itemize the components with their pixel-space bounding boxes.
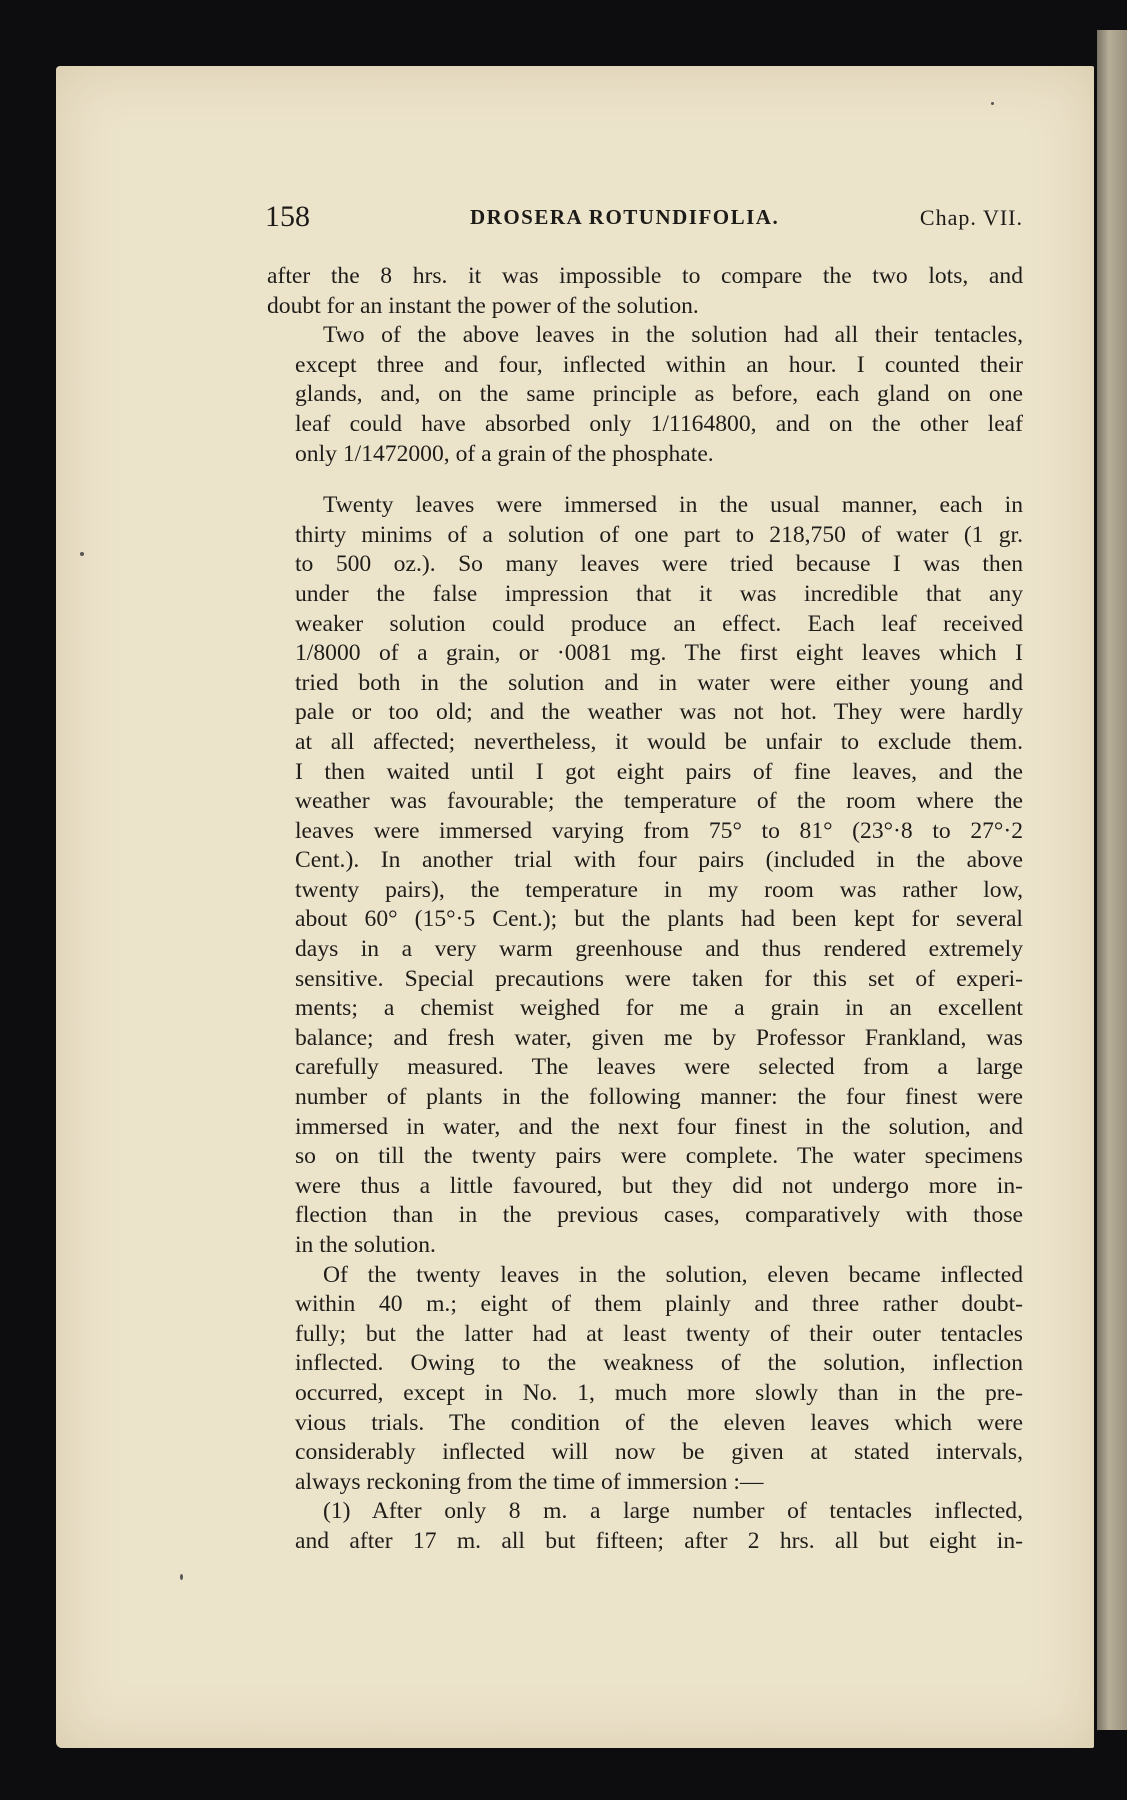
text-line: leaf could have absorbed only 1/1164800, and on the other leaf [295, 410, 1023, 437]
text-line: were thus a little favoured, but they did not undergo more in- [295, 1172, 1023, 1199]
text-line: only 1/1472000, of a grain of the phosphate. [295, 440, 714, 467]
text-line: and after 17 m. all but fifteen; after 2 hrs. all but eight in- [295, 1527, 1023, 1554]
paper-speck [180, 1574, 183, 1580]
text-line: fully; but the latter had at least twenty of their outer tentacles [295, 1320, 1023, 1347]
chapter-label: Chap. VII. [919, 205, 1023, 230]
text-line: doubt for an instant the power of the solution. [267, 292, 699, 319]
running-title: DROSERA ROTUNDIFOLIA. [470, 205, 780, 229]
paragraph [267, 262, 1023, 321]
text-line: weaker solution could produce an effect. Each leaf received [295, 610, 1023, 637]
text-line: sensitive. Special precautions were taken for this set of experi- [295, 965, 1023, 992]
paragraph [267, 321, 1023, 469]
text-line: twenty pairs), the temperature in my room was rather low, [295, 876, 1023, 903]
text-line: glands, and, on the same principle as before, each gland on one [295, 381, 1023, 408]
text-line: leaves were immersed varying from 75° to 81° (23°·8 to 27°·2 [295, 817, 1023, 844]
text-line: 1/8000 of a grain, or ·0081 mg. The first eight leaves which I [295, 640, 1023, 667]
text-line: thirty minims of a solution of one part to 218,750 of water (1 gr. [295, 521, 1023, 548]
text-line: pale or too old; and the weather was not hot. They were hardly [295, 699, 1023, 726]
text-line: I then waited until I got eight pairs of fine leaves, and the [295, 758, 1023, 785]
text-line: to 500 oz.). So many leaves were tried because I was then [295, 551, 1023, 578]
text-line: carefully measured. The leaves were selected from a large [295, 1054, 1023, 1081]
text-line: in the solution. [295, 1232, 436, 1258]
text-line: flection than in the previous cases, comparatively with those [295, 1202, 1023, 1229]
paper-speck [80, 552, 84, 556]
page-body-text [267, 262, 1023, 1557]
text-line: about 60° (15°·5 Cent.); but the plants had been kept for several [295, 906, 1023, 933]
paper-speck [991, 102, 994, 105]
text-line: except three and four, inflected within an hour. I counted their [295, 351, 1023, 378]
text-line: Of the twenty leaves in the solution, eleven became inflected [323, 1261, 1023, 1288]
text-line: vious trials. The condition of the eleven leaves which were [295, 1409, 1023, 1436]
paragraph [267, 1261, 1023, 1498]
text-line: occurred, except in No. 1, much more slowly than in the pre- [295, 1379, 1023, 1406]
text-line: at all affected; nevertheless, it would be unfair to exclude them. [295, 728, 1023, 755]
text-line: considerably inflected will now be given at stated intervals, [295, 1439, 1023, 1466]
text-line: under the false impression that it was incredible that any [295, 580, 1023, 607]
text-line: so on till the twenty pairs were complete. The water specimens [295, 1143, 1023, 1170]
text-line: immersed in water, and the next four finest in the solution, and [295, 1113, 1023, 1140]
page-header [265, 200, 1023, 240]
text-line: Cent.). In another trial with four pairs (included in the above [295, 847, 1023, 874]
page-number: 158 [265, 200, 310, 233]
paragraph [267, 491, 1023, 1260]
paragraph [267, 1497, 1023, 1556]
text-line: always reckoning from the time of immersion :— [295, 1468, 764, 1495]
text-line: days in a very warm greenhouse and thus rendered extremely [295, 936, 1023, 963]
adjacent-page-edge [1097, 30, 1127, 1730]
text-line: number of plants in the following manner: the four finest were [295, 1084, 1023, 1111]
text-line: weather was favourable; the temperature of the room where the [295, 788, 1023, 815]
text-line: (1) After only 8 m. a large number of tentacles inflected, [323, 1498, 1023, 1525]
text-line: ments; a chemist weighed for me a grain in an excellent [295, 995, 1023, 1022]
text-line: Two of the above leaves in the solution had all their tentacles, [323, 322, 1023, 349]
text-line: Twenty leaves were immersed in the usual manner, each in [323, 492, 1023, 519]
text-line: inflected. Owing to the weakness of the solution, inflection [295, 1350, 1023, 1377]
text-line: tried both in the solution and in water were either young and [295, 669, 1023, 696]
text-line: within 40 m.; eight of them plainly and three rather doubt- [295, 1291, 1023, 1318]
text-line: after the 8 hrs. it was impossible to compare the two lots, and [267, 263, 1023, 289]
text-line: balance; and fresh water, given me by Professor Frankland, was [295, 1024, 1023, 1051]
